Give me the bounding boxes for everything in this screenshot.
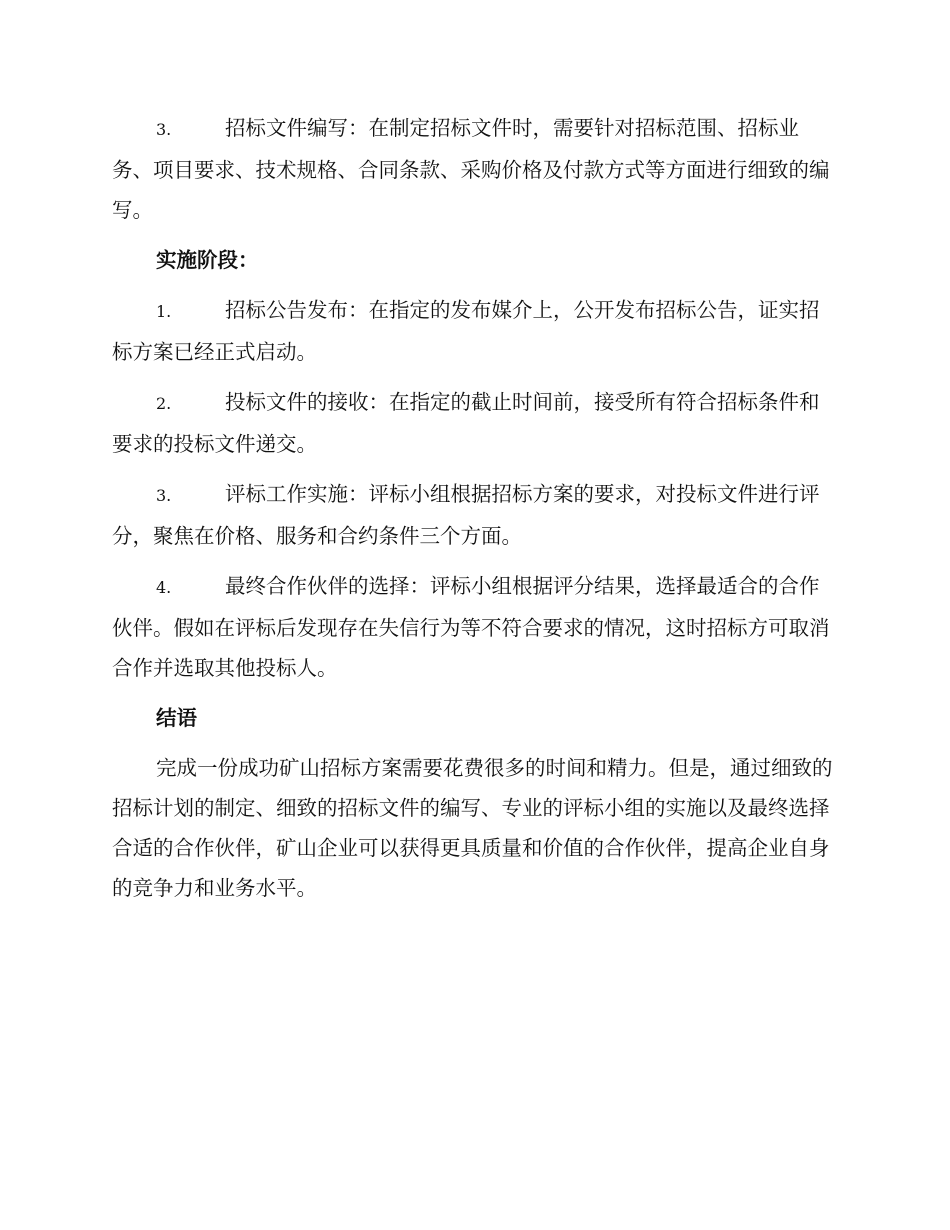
list-item (112, 474, 836, 556)
list-item-text: 招标公告发布：在指定的发布媒介上，公开发布招标公告，证实招标方案已经正式启动。 (112, 298, 820, 364)
list-item-number: 1. (156, 302, 172, 321)
list-item-text: 评标工作实施：评标小组根据招标方案的要求，对投标文件进行评分，聚焦在价格、服务和合约条件三个方面。 (112, 482, 820, 548)
section-heading-conclusion: 结语 (156, 706, 197, 730)
list-item-number: 3. (156, 486, 172, 505)
list-item-number: 4. (156, 578, 172, 597)
document-page (112, 108, 836, 918)
list-item-text: 投标文件的接收：在指定的截止时间前，接受所有符合招标条件和要求的投标文件递交。 (112, 390, 820, 456)
list-item (112, 290, 836, 372)
list-item-text: 最终合作伙伴的选择：评标小组根据评分结果，选择最适合的合作伙伴。假如在评标后发现存在失信行为等不符合要求的情况，这时招标方可取消合作并选取其他投标人。 (112, 574, 830, 680)
list-item (112, 566, 836, 688)
list-item-bid-document-writing (112, 108, 836, 230)
list-item-number: 2. (156, 394, 172, 413)
list-item-number: 3. (156, 120, 172, 139)
conclusion-paragraph: 完成一份成功矿山招标方案需要花费很多的时间和精力。但是，通过细致的招标计划的制定、细致的招标文件的编写、专业的评标小组的实施以及最终选择合适的合作伙伴，矿山企业可以获得更具质量和价值的合作伙伴，提高企业自身的竞争力和业务水平。 (112, 756, 833, 900)
list-item-text: 招标文件编写：在制定招标文件时，需要针对招标范围、招标业务、项目要求、技术规格、合同条款、采购价格及付款方式等方面进行细致的编写。 (112, 116, 830, 222)
list-item (112, 382, 836, 464)
section-heading-implementation: 实施阶段： (156, 248, 259, 272)
